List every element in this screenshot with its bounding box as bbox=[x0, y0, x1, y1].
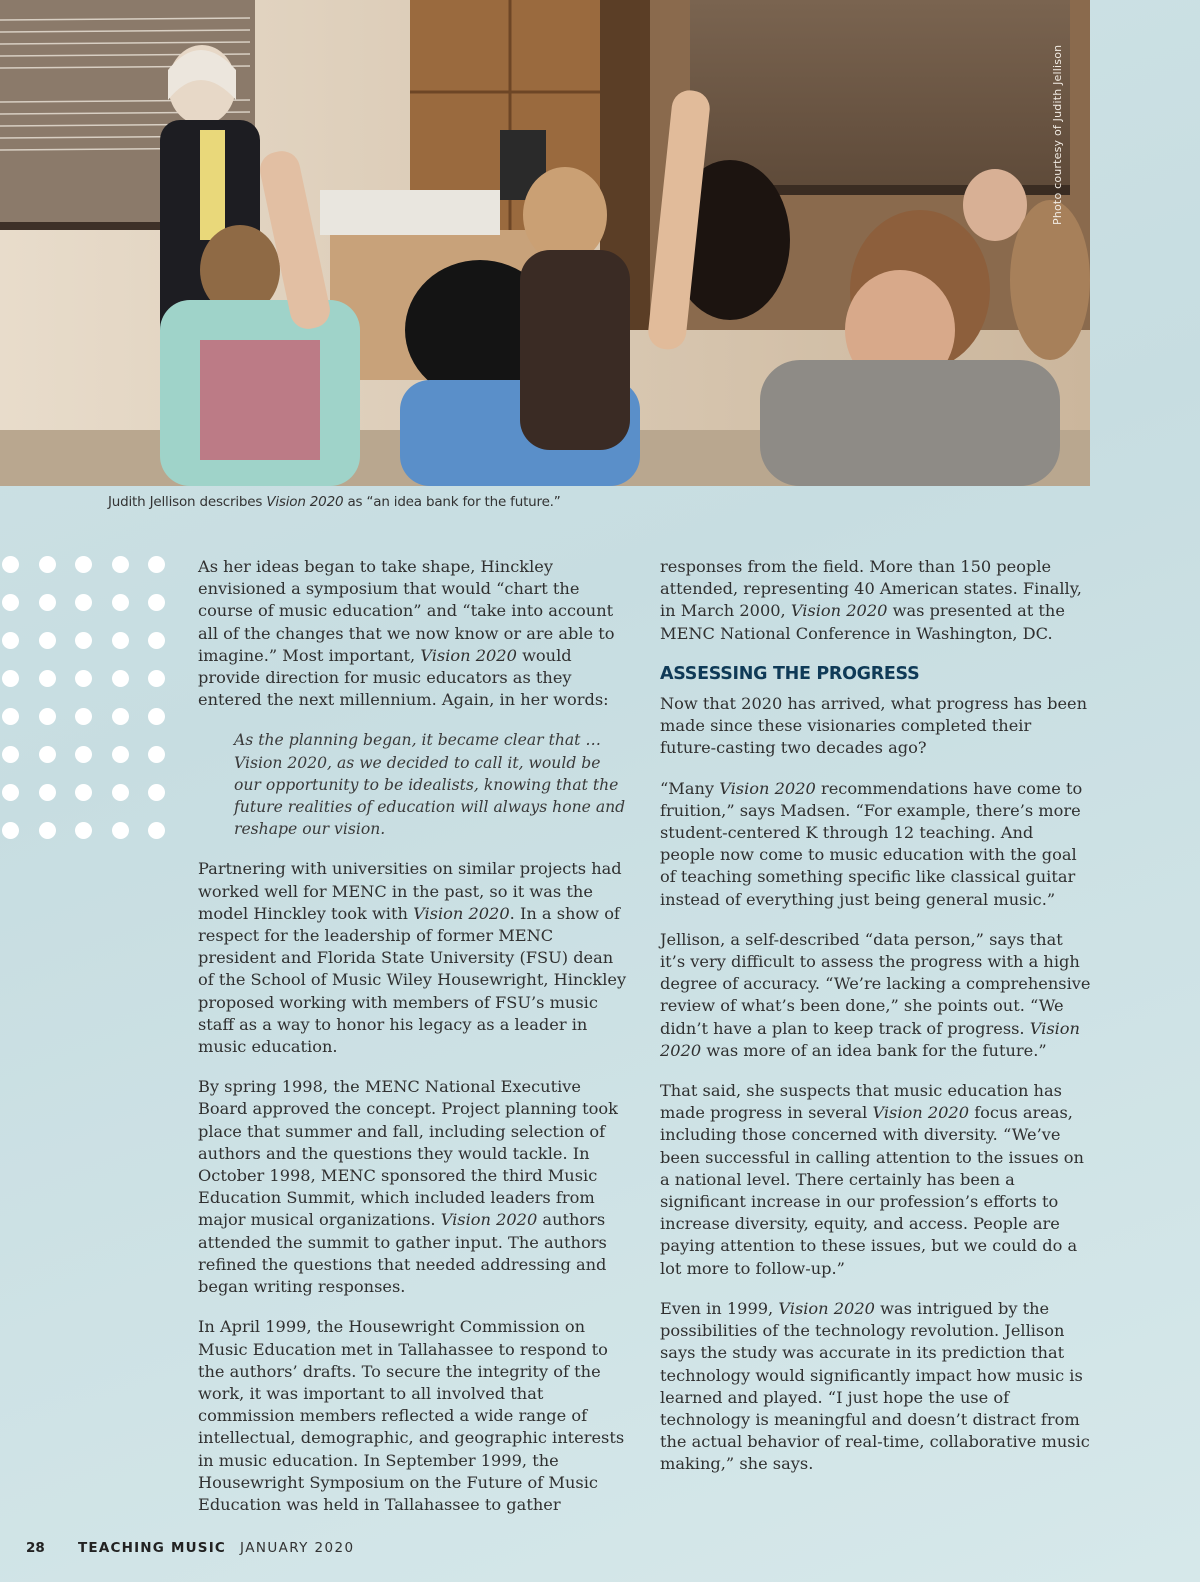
decorative-dot bbox=[39, 632, 56, 649]
decorative-dot bbox=[75, 632, 92, 649]
decorative-dot bbox=[148, 556, 165, 573]
decorative-dot bbox=[2, 708, 19, 725]
decorative-dot bbox=[75, 556, 92, 573]
magazine-name: TEACHING MUSIC bbox=[78, 1540, 227, 1556]
decorative-dot bbox=[2, 594, 19, 611]
decorative-dot bbox=[39, 784, 56, 801]
decorative-dot bbox=[148, 594, 165, 611]
paragraph: That said, she suspects that music education has made progress in several Vision 2020 focus areas, including those concerned with diversity. “We’ve been successful in calling attention to the issues on a national level. There certainly has been a significant increase in our profession’s efforts to increase diversity, equity, and access. People are paying attention to these issues, but we could do a lot more to follow-up.” bbox=[660, 1081, 1084, 1278]
italic-title: Vision 2020 bbox=[790, 601, 888, 621]
decorative-dot-grid bbox=[0, 556, 170, 846]
decorative-dot bbox=[148, 822, 165, 839]
decorative-dot bbox=[75, 746, 92, 763]
decorative-dot bbox=[112, 746, 129, 763]
decorative-dot bbox=[75, 822, 92, 839]
decorative-dot bbox=[112, 594, 129, 611]
decorative-dot bbox=[39, 746, 56, 763]
paragraph: Even in 1999, Vision 2020 was intrigued by the possibilities of the technology revolution. Jellison says the study was accurate in its prediction that technology would significantly impact how music is learned and played. “I just hope the use of technology is meaningful and doesn’t distract from the actual behavior of real-time, collaborative music making,” she says. bbox=[660, 1298, 1090, 1474]
block-quote: As the planning began, it became clear that … Vision 2020, as we decided to call it, would be our opportunity to be idealists, knowing that the future realities of education will always hone and reshape our vision. bbox=[234, 731, 626, 839]
decorative-dot bbox=[148, 708, 165, 725]
decorative-dot bbox=[75, 784, 92, 801]
decorative-dot bbox=[75, 708, 92, 725]
article-photo bbox=[0, 0, 1090, 486]
paragraph: In April 1999, the Housewright Commission on Music Education met in Tallahassee to respond to the authors’ drafts. To secure the integrity of the work, it was important to all involved that commission members reflected a wide range of intellectual, demographic, and geographic interests in music education. In September 1999, the Housewright Symposium on the Future of Music Education was held in Tallahassee to gather bbox=[198, 1317, 625, 1514]
decorative-dot bbox=[112, 822, 129, 839]
decorative-dot bbox=[2, 556, 19, 573]
decorative-dot bbox=[112, 556, 129, 573]
italic-title: Vision 2020 bbox=[420, 645, 517, 665]
decorative-dot bbox=[112, 670, 129, 687]
decorative-dot bbox=[148, 746, 165, 763]
decorative-dot bbox=[112, 784, 129, 801]
decorative-dot bbox=[39, 556, 56, 573]
decorative-dot bbox=[2, 822, 19, 839]
italic-title: Vision 2020 bbox=[440, 1210, 538, 1230]
decorative-dot bbox=[2, 632, 19, 649]
photo-credit: Photo courtesy of Judith Jellison bbox=[1051, 44, 1064, 225]
italic-title: Vision 2020 bbox=[872, 1103, 970, 1123]
decorative-dot bbox=[39, 670, 56, 687]
paragraph: Jellison, a self-described “data person,” says that it’s very difficult to assess the progress with a high degree of accuracy. “We’re lacking a comprehensive review of what’s been done,” she points out. “We didn’t have a plan to keep track of progress. Vision 2020 was more of an idea bank for the future.” bbox=[660, 929, 1091, 1060]
page-number: 28 bbox=[26, 1540, 45, 1556]
caption-title: Vision 2020 bbox=[266, 494, 344, 510]
italic-title: Vision 2020 bbox=[778, 1298, 875, 1318]
decorative-dot bbox=[75, 670, 92, 687]
decorative-dot bbox=[75, 594, 92, 611]
article-column-left bbox=[198, 556, 630, 1534]
decorative-dot bbox=[148, 784, 165, 801]
classroom-photo-illustration bbox=[0, 0, 1090, 486]
paragraph: responses from the field. More than 150 people attended, representing 40 American states. Finally, in March 2000, Vision 2020 was presented at the MENC National Conference in Washington, DC. bbox=[660, 557, 1082, 643]
section-heading: ASSESSING THE PROGRESS bbox=[660, 663, 920, 684]
issue-date: JANUARY 2020 bbox=[240, 1540, 355, 1556]
article-column-right bbox=[660, 556, 1092, 1494]
decorative-dot bbox=[2, 746, 19, 763]
decorative-dot bbox=[148, 632, 165, 649]
decorative-dot bbox=[2, 784, 19, 801]
paragraph: By spring 1998, the MENC National Executive Board approved the concept. Project planning took place that summer and fall, including selection of authors and the questions they would tackle. In October 1998, MENC sponsored the third Music Education Summit, which included leaders from major musical organizations. Vision 2020 authors attended the summit to gather input. The authors refined the questions that needed addressing and began writing responses. bbox=[198, 1077, 618, 1297]
decorative-dot bbox=[39, 822, 56, 839]
paragraph: Partnering with universities on similar projects had worked well for MENC in the past, so it was the model Hinckley took with Vision 2020. In a show of respect for the leadership of former MENC president and Florida State University (FSU) dean of the School of Music Wiley Housewright, Hinckley proposed working with members of FSU’s music staff as a way to honor his legacy as a leader in music education. bbox=[198, 859, 627, 1057]
decorative-dot bbox=[39, 708, 56, 725]
paragraph: “Many Vision 2020 recommendations have come to fruition,” says Madsen. “For example, there’s more student-centered K through 12 teaching. And people now come to music education with the goal of teaching something specific like classical guitar instead of everything just being general music.” bbox=[660, 778, 1083, 909]
paragraph: As her ideas began to take shape, Hinckley envisioned a symposium that would “chart the course of music education” and “take into account all of the changes that we now know or are able to imagine.” Most important, Vision 2020 would provide direction for music educators as they entered the next millennium. Again, in her words: bbox=[198, 557, 615, 710]
photo-caption: Judith Jellison describes Vision 2020 as “an idea bank for the future.” bbox=[108, 494, 561, 510]
decorative-dot bbox=[2, 670, 19, 687]
italic-title: Vision 2020 bbox=[719, 778, 816, 798]
decorative-dot bbox=[39, 594, 56, 611]
paragraph: Now that 2020 has arrived, what progress has been made since these visionaries completed their future-casting two decades ago? bbox=[660, 694, 1088, 758]
decorative-dot bbox=[112, 632, 129, 649]
decorative-dot bbox=[112, 708, 129, 725]
decorative-dot bbox=[148, 670, 165, 687]
italic-title: Vision 2020 bbox=[413, 903, 510, 923]
page-footer bbox=[26, 1540, 354, 1556]
italic-title: Vision 2020 bbox=[660, 1018, 1080, 1060]
